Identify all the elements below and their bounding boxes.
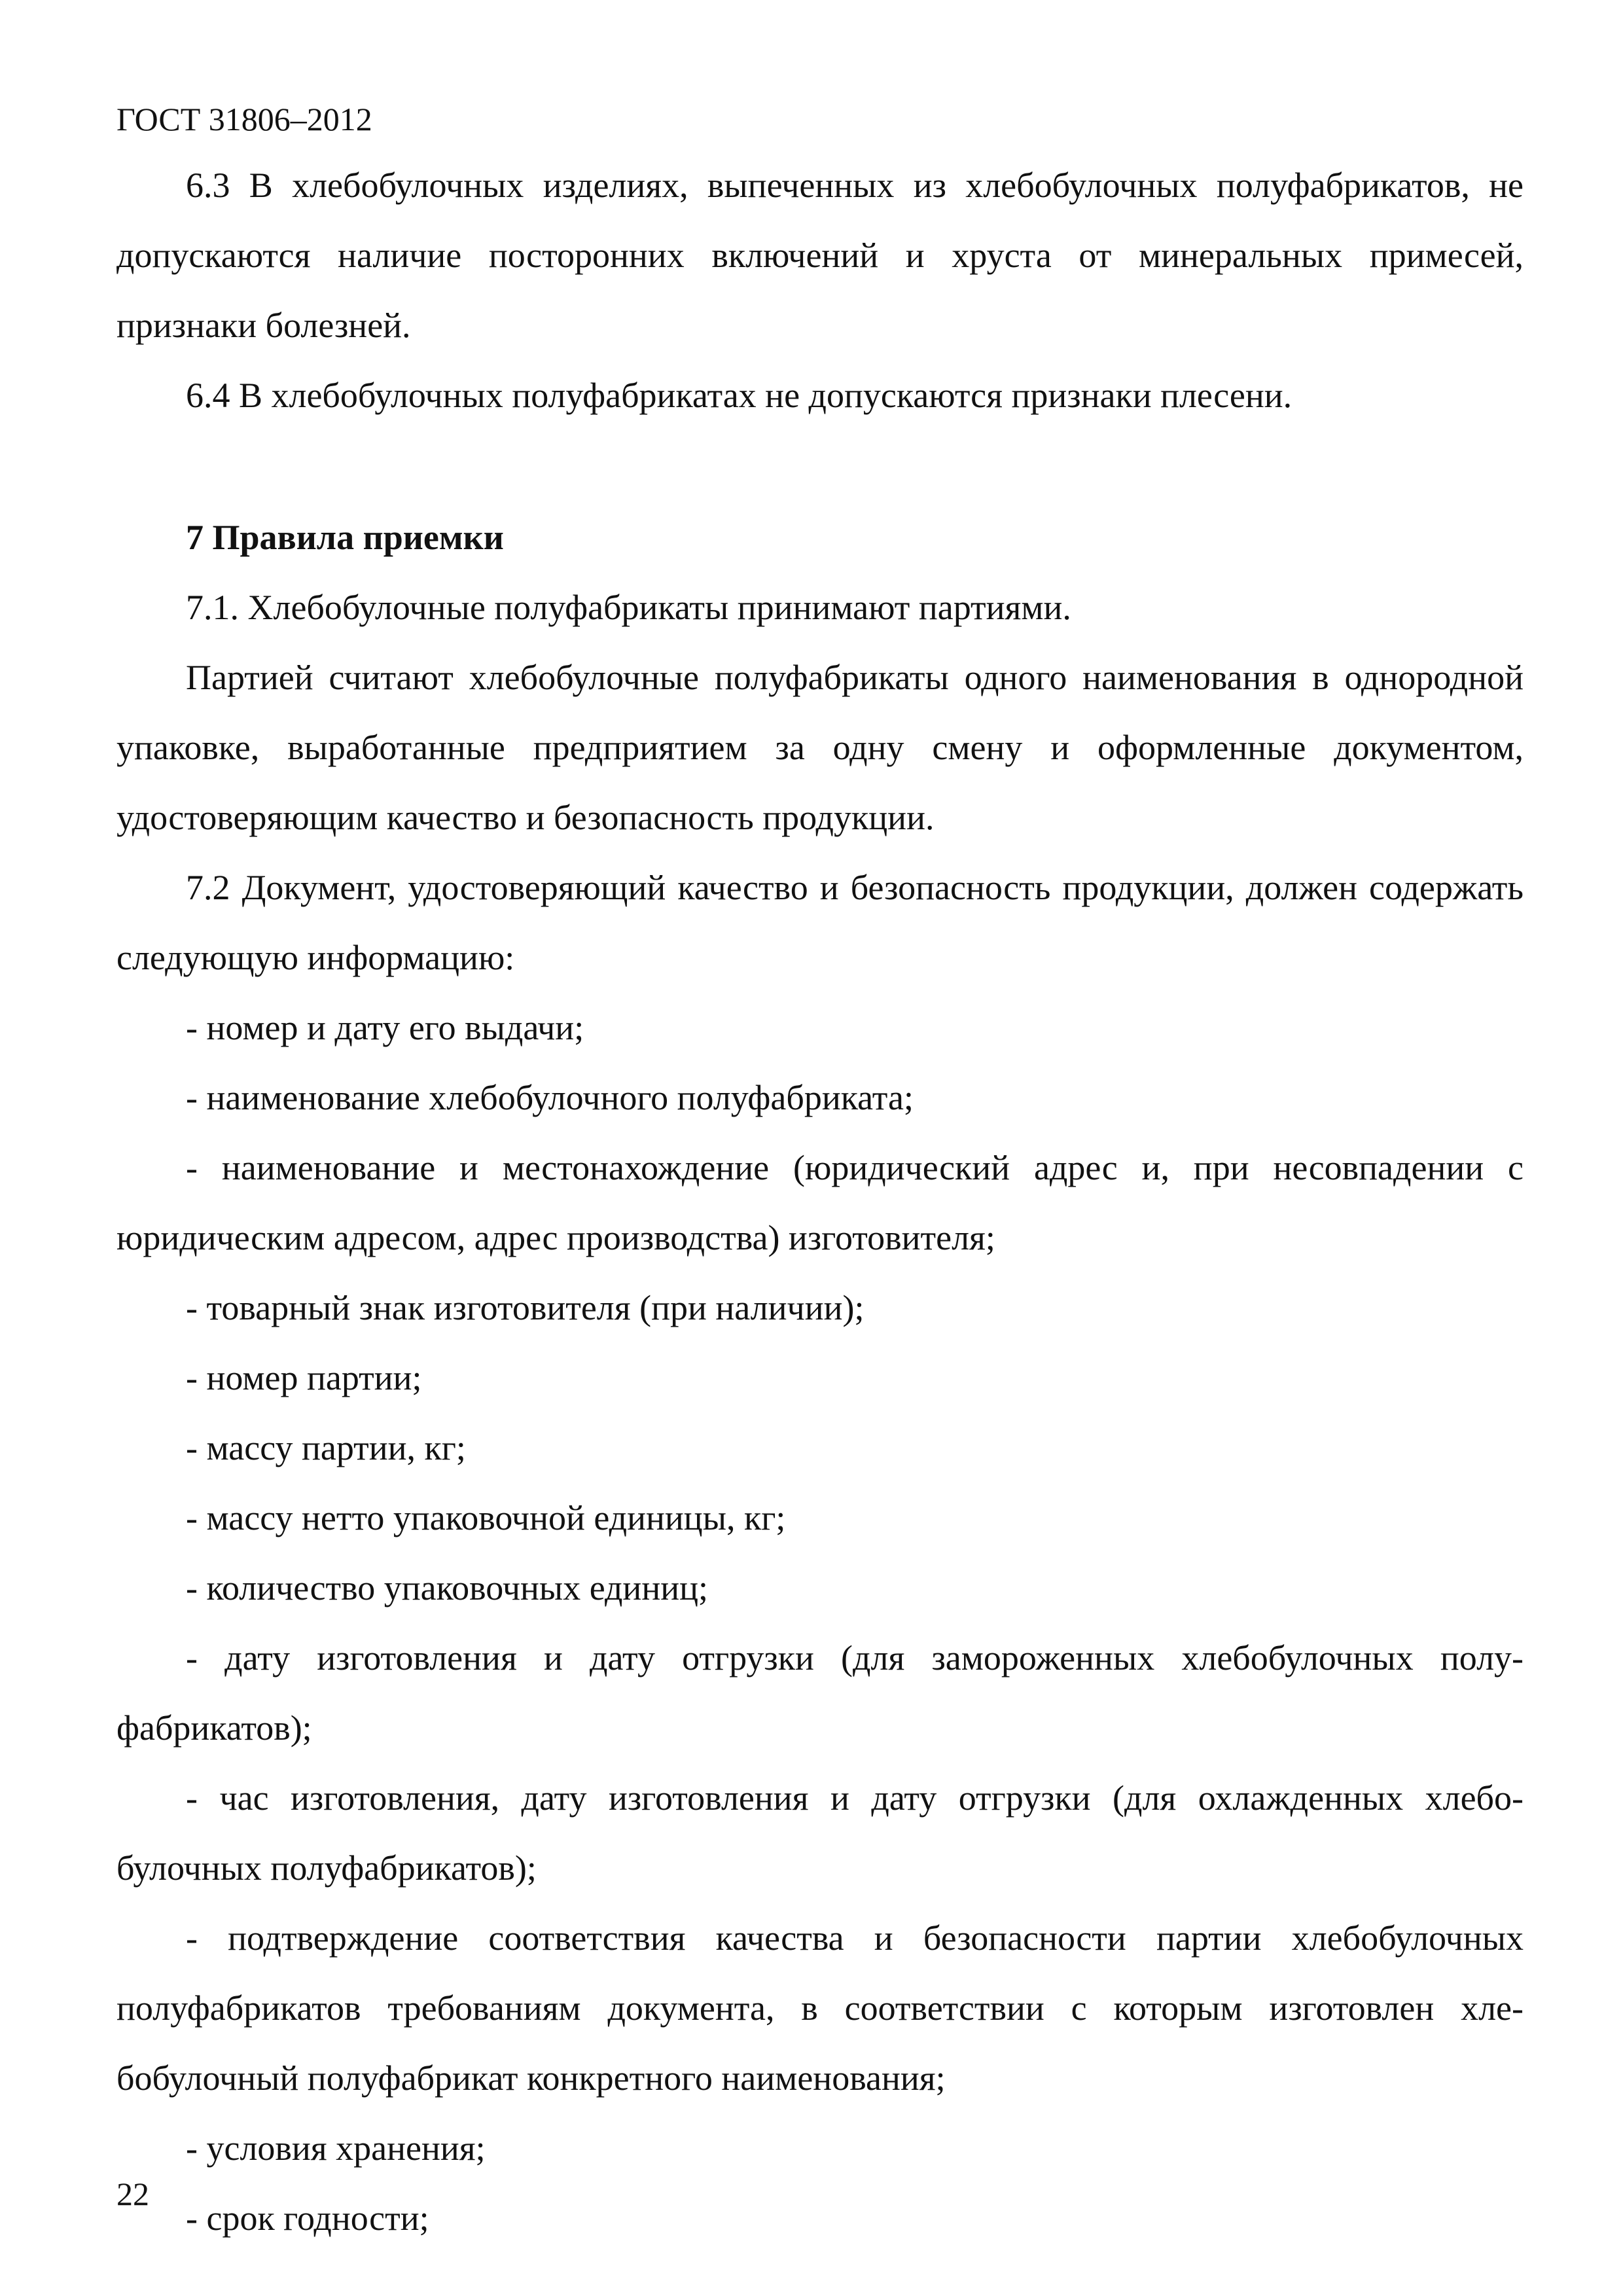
list-item: - срок годности; — [186, 2198, 429, 2238]
list-item: - массу нетто упаковочной единицы, кг; — [186, 1498, 786, 1537]
list-item: - номер партии; — [186, 1358, 422, 1397]
list-item: - номер и дату его выдачи; — [186, 1008, 584, 1047]
paragraph-7-2: 7.2 Документ, удостоверяющий качество и безопасность продукции, должен содержать следующую информацию: — [116, 868, 1524, 977]
list-item: - час изготовления, дату изготовления и дату отгрузки (для охлажденных хлебобулочных полуфабрикатов); — [116, 1778, 1524, 1888]
document-body — [116, 151, 1524, 2253]
page-number: 22 — [116, 2176, 149, 2212]
paragraph-6-4: 6.4 В хлебобулочных полуфабрикатах не допускаются признаки плесени. — [186, 376, 1293, 415]
list-item: - наименование хлебобулочного полуфабриката; — [186, 1078, 914, 1117]
list-item: - наименование и местонахождение (юридический адрес и, при несовпадении с юридическим адресом, адрес производства) изготовителя; — [116, 1148, 1524, 1257]
list-item: - подтверждение соответствия качества и безопасности партии хлебобулочных полуфабрикатов требованиям документа, в соответствии с которым изготовлен хлебобулочный полуфабрикат конкретного наименования; — [116, 1918, 1524, 2098]
section-7-heading: 7 Правила приемки — [186, 518, 504, 557]
paragraph-6-3: 6.3 В хлебобулочных изделиях, выпеченных из хлебобулочных полуфабрикатов, не допускаются наличие посторонних включений и хруста от минеральных примесей, признаки болезней. — [116, 166, 1524, 345]
list-item: - дату изготовления и дату отгрузки (для замороженных хлебобулочных полуфабрикатов); — [116, 1638, 1524, 1748]
paragraph-7-1: 7.1. Хлебобулочные полуфабрикаты принимают партиями. — [186, 588, 1071, 627]
list-item: - условия хранения; — [186, 2128, 486, 2168]
document-code-header: ГОСТ 31806–2012 — [116, 101, 372, 137]
paragraph-batch-definition: Партией считают хлебобулочные полуфабрикаты одного наименования в однородной упаковке, выработанные предприятием за одну смену и оформленные документом, удостоверяющим качество и безопасность продукции. — [116, 658, 1524, 837]
list-item: - массу партии, кг; — [186, 1428, 466, 1467]
list-item: - количество упаковочных единиц; — [186, 1568, 709, 1607]
list-item: - товарный знак изготовителя (при наличии); — [186, 1288, 865, 1327]
